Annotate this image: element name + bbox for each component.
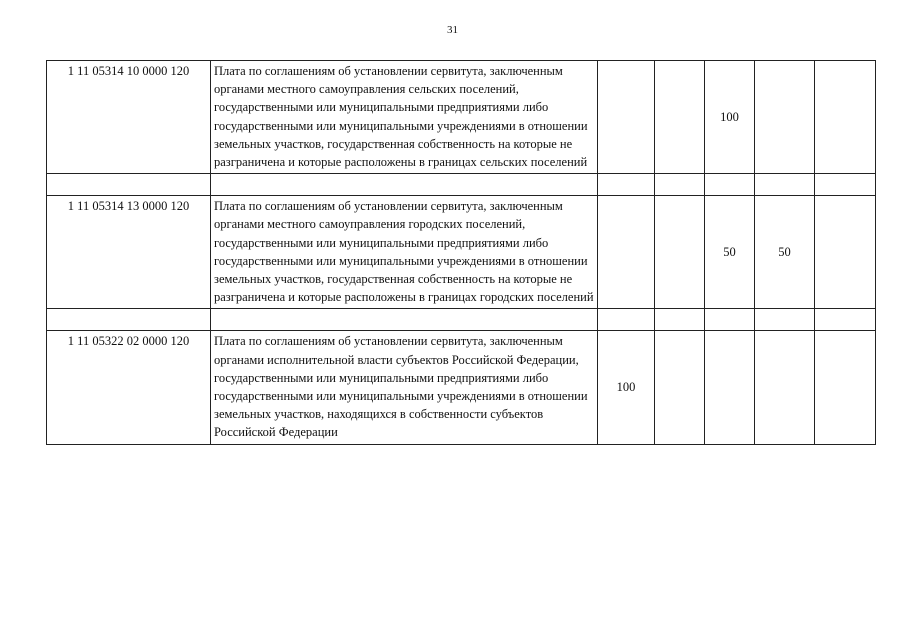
table-row (47, 61, 876, 174)
value-cell (655, 331, 705, 444)
value-cell: 100 (598, 331, 655, 444)
table-row (47, 196, 876, 309)
value-cell (598, 61, 655, 174)
table-spacer-row (47, 174, 876, 196)
revenue-description-cell: Плата по соглашениям об установлении сервитута, заключенным органами исполнительной власти субъектов Российской Федерации, государственными или муниципальными предприятиями либо государственными или муниципальными учреждениями в отношении земельных участков, находящихся в собственности субъектов Российской Федерации (211, 331, 598, 444)
value-cell: 100 (705, 61, 755, 174)
value-cell (598, 196, 655, 309)
value-cell (755, 61, 815, 174)
value-cell (655, 196, 705, 309)
value-cell (655, 61, 705, 174)
value-cell (815, 331, 876, 444)
table-row (47, 331, 876, 444)
value-cell (705, 331, 755, 444)
value-cell (815, 61, 876, 174)
value-cell: 50 (705, 196, 755, 309)
value-cell (755, 331, 815, 444)
value-cell (815, 196, 876, 309)
revenue-code-cell: 1 11 05314 10 0000 120 (47, 61, 211, 174)
revenue-description-cell: Плата по соглашениям об установлении сервитута, заключенным органами местного самоуправления сельских поселений, государственными или муниципальными предприятиями либо государственными или муниципальными учреждениями в отношении земельных участков, государственная собственность на которые не разграничена и которые расположены в границах сельских поселений (211, 61, 598, 174)
revenue-code-cell: 1 11 05314 13 0000 120 (47, 196, 211, 309)
revenue-code-cell: 1 11 05322 02 0000 120 (47, 331, 211, 444)
revenue-distribution-table (46, 60, 876, 445)
revenue-description-cell: Плата по соглашениям об установлении сервитута, заключенным органами местного самоуправления городских поселений, государственными или муниципальными предприятиями либо государственными или муниципальными учреждениями в отношении земельных участков, государственная собственность на которые не разграничена и которые расположены в границах городских поселений (211, 196, 598, 309)
page-number: 31 (447, 24, 458, 36)
value-cell: 50 (755, 196, 815, 309)
table-spacer-row (47, 309, 876, 331)
